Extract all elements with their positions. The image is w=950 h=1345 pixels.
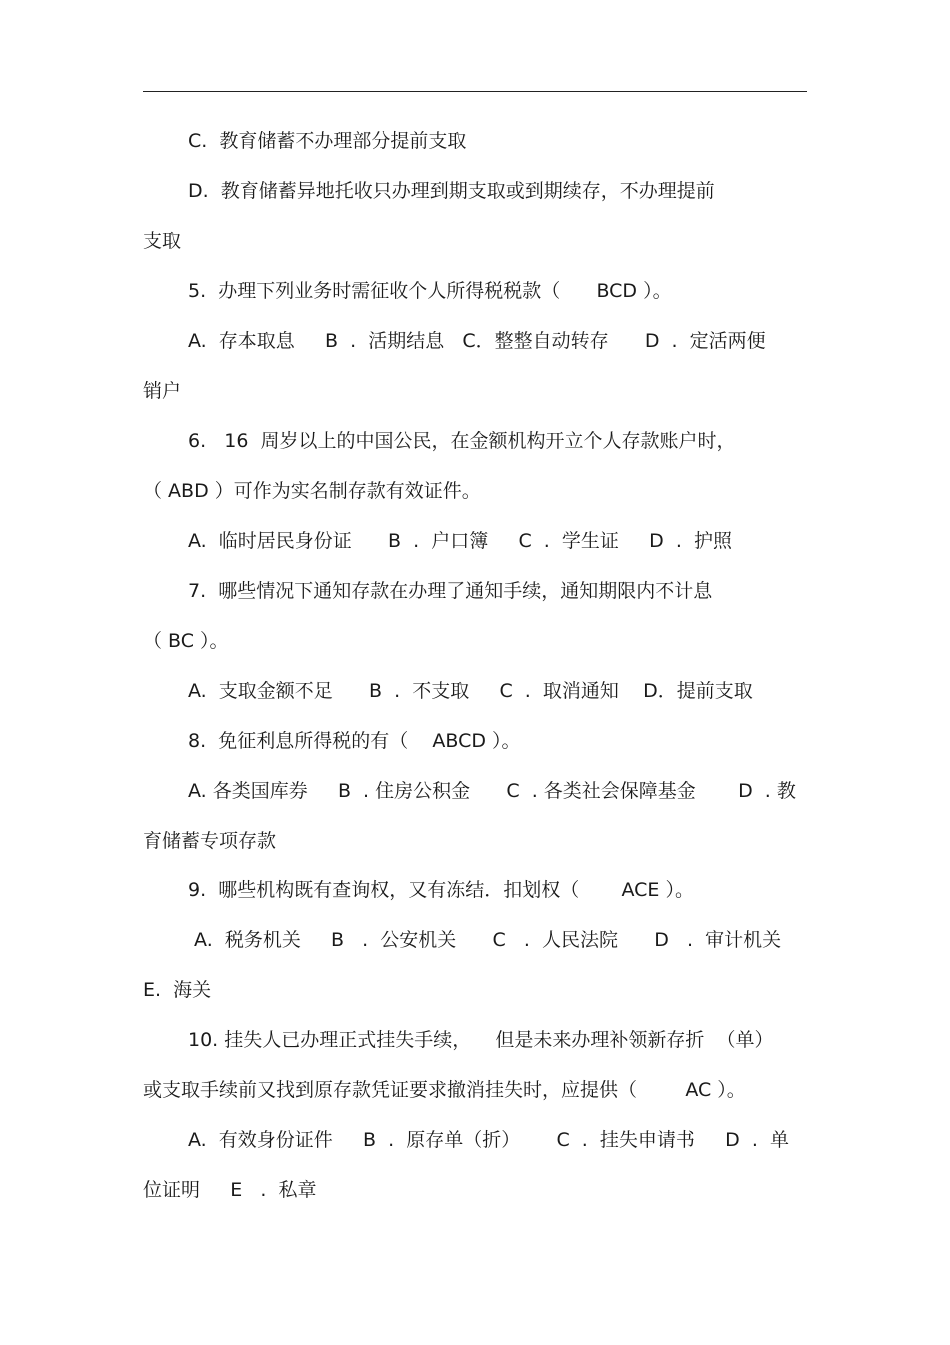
option-line-continuation: 位证明 E . 私章: [143, 1179, 317, 1201]
question-line: 6. 16 周岁以上的中国公民，在金额机构开立个人存款账户时，: [188, 430, 736, 452]
question-line: 8. 免征利息所得税的有（ ABCD ）。: [188, 730, 521, 752]
question-line-continuation: 或支取手续前又找到原存款凭证要求撤消挂失时，应提供（ AC ）。: [143, 1079, 746, 1101]
option-line: A. 有效身份证件 B . 原存单（折） C . 挂失申请书 D . 单: [188, 1129, 789, 1151]
option-line-continuation: 支取: [143, 230, 182, 252]
question-line-continuation: （ ABD ）可作为实名制存款有效证件。: [143, 480, 481, 502]
question-line: 5. 办理下列业务时需征收个人所得税税款（ BCD ）。: [188, 280, 672, 302]
header-rule: [143, 91, 807, 92]
option-line: C. 教育储蓄不办理部分提前支取: [188, 130, 467, 152]
option-line-continuation: 销户: [143, 380, 182, 402]
question-line: 9. 哪些机构既有查询权，又有冻结．扣划权（ ACE ）。: [188, 879, 694, 901]
question-line: 7. 哪些情况下通知存款在办理了通知手续，通知期限内不计息: [188, 580, 713, 602]
option-line: A. 支取金额不足 B . 不支取 C . 取消通知 D．提前支取: [188, 680, 753, 702]
option-line-continuation: E. 海关: [143, 979, 212, 1001]
question-line: 10. 挂失人已办理正式挂失手续， 但是未来办理补领新存折 （单）: [188, 1029, 774, 1051]
option-line: A. 税务机关 B . 公安机关 C . 人民法院 D . 审计机关: [188, 929, 782, 951]
option-line: A. 各类国库券 B . 住房公积金 C . 各类社会保障基金 D . 教: [188, 780, 796, 802]
option-line: A. 存本取息 B . 活期结息 C．整整自动转存 D . 定活两便: [188, 330, 766, 352]
option-line-continuation: 育储蓄专项存款: [143, 830, 277, 852]
option-line: A. 临时居民身份证 B . 户口簿 C . 学生证 D . 护照: [188, 530, 732, 552]
question-line-continuation: （ BC ）。: [143, 630, 229, 652]
option-line: D. 教育储蓄异地托收只办理到期支取或到期续存，不办理提前: [188, 180, 715, 202]
